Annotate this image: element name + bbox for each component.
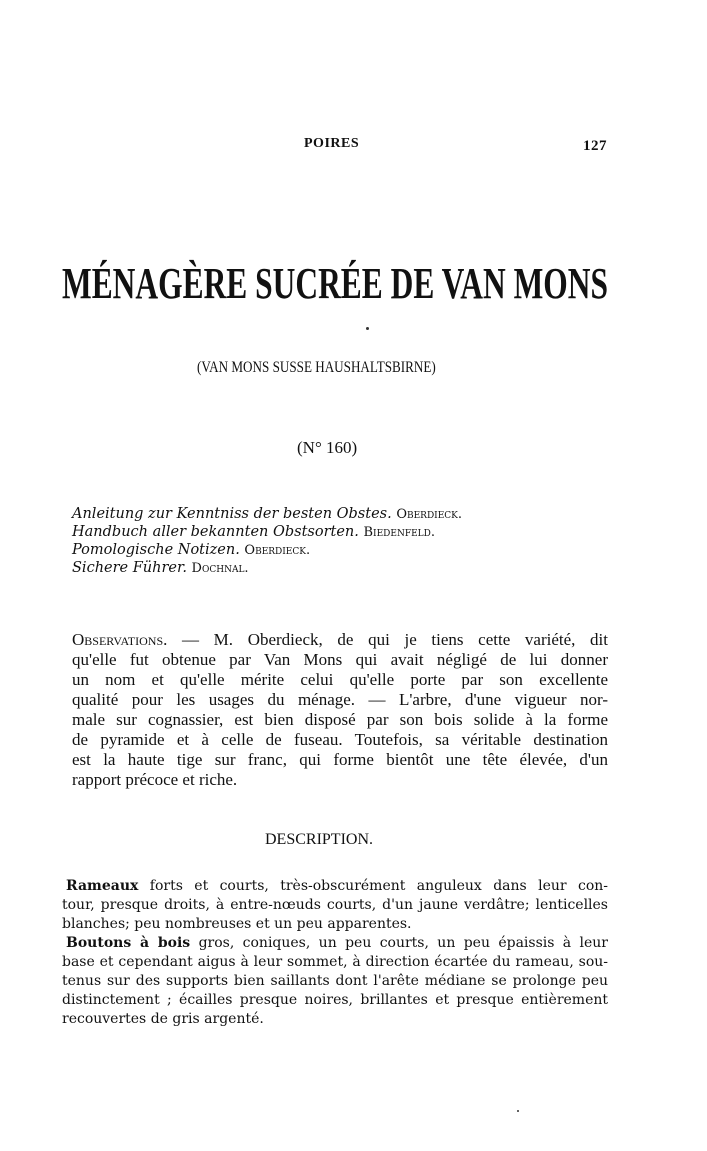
text-line: blanches; peu nombreuses et un peu apparentes.	[62, 916, 412, 932]
text-line: un nom et qu'elle mérite celui qu'elle porte par son excellente	[72, 670, 608, 689]
citation	[72, 523, 435, 542]
citation-author: Oberdieck.	[396, 507, 463, 522]
page-number: 127	[583, 138, 607, 154]
text-line: Observations. — M. Oberdieck, de qui je tiens cette variété, dit	[72, 630, 608, 649]
term-boutons: Boutons à bois	[66, 935, 191, 951]
text-line: Boutons à bois gros, coniques, un peu courts, un peu épaissis à leur	[66, 935, 608, 951]
citation-author: Dochnal.	[191, 561, 249, 576]
text-line: Rameaux forts et courts, très-obscurément anguleux dans leur con-	[66, 878, 608, 894]
description-heading: DESCRIPTION.	[265, 831, 374, 848]
text-line: de pyramide et à celle de fuseau. Toutefois, sa véritable destination	[72, 730, 608, 749]
text-line: est la haute tige sur franc, qui forme bientôt une tête élevée, d'un	[72, 750, 608, 769]
ink-speck	[366, 327, 369, 330]
citation-work: Sichere Führer.	[72, 560, 187, 576]
citation-work: Pomologische Notizen.	[72, 542, 240, 558]
text-line: recouvertes de gris argenté.	[62, 1011, 264, 1027]
term-rameaux: Rameaux	[66, 878, 139, 894]
text-line: distinctement ; écailles presque noires, brillantes et presque entièrement	[62, 992, 608, 1008]
text-line: base et cependant aigus à leur sommet, à direction écartée du rameau, sou-	[62, 954, 608, 970]
text-line: tenus sur des supports bien saillants dont l'arête médiane se prolonge peu	[62, 973, 608, 989]
text-line: rapport précoce et riche.	[72, 770, 238, 789]
observations-label: Observations.	[72, 630, 168, 649]
citation-work: Anleitung zur Kenntniss der besten Obstes.	[72, 506, 392, 522]
running-title: POIRES	[304, 136, 360, 151]
text-line: qualité pour les usages du ménage. — L'arbre, d'une vigueur nor-	[72, 690, 608, 709]
text-line: male sur cognassier, est bien disposé par son bois solide à la forme	[72, 710, 608, 729]
citation-author: Oberdieck.	[244, 543, 311, 558]
text-line: tour, presque droits, à entre-nœuds courts, d'un jaune verdâtre; lenticelles	[62, 897, 608, 913]
citation	[72, 559, 249, 578]
subtitle: (VAN MONS SUSSE HAUSHALTSBIRNE)	[197, 359, 436, 376]
variety-number: (N° 160)	[297, 438, 358, 457]
citation	[72, 505, 462, 524]
page-title: MÉNAGÈRE SUCRÉE DE VAN MONS	[62, 259, 608, 308]
citation-author: Biedenfeld.	[363, 525, 435, 540]
citation-work: Handbuch aller bekannten Obstsorten.	[72, 524, 359, 540]
text-line: qu'elle fut obtenue par Van Mons qui avait négligé de lui donner	[72, 650, 608, 669]
citation	[72, 541, 310, 560]
ink-speck	[517, 1110, 519, 1112]
